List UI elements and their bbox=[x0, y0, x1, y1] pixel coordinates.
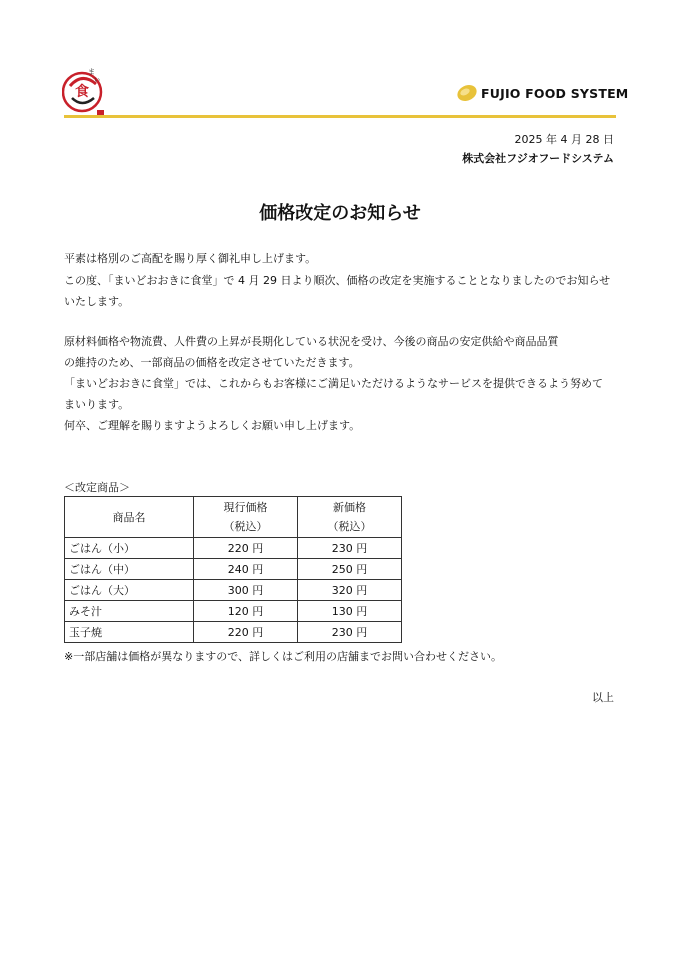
table-row bbox=[65, 601, 402, 622]
table-row bbox=[65, 559, 402, 580]
new-price: 230 円 bbox=[298, 538, 402, 559]
header-new-price bbox=[298, 497, 402, 538]
product-name: ごはん（大） bbox=[65, 580, 194, 601]
new-price: 230 円 bbox=[298, 622, 402, 643]
new-price: 320 円 bbox=[298, 580, 402, 601]
table-row bbox=[65, 580, 402, 601]
current-price: 220 円 bbox=[194, 622, 298, 643]
company-name: 株式会社フジオフードシステム bbox=[462, 152, 614, 165]
header-product-name-label: 商品名 bbox=[112, 510, 146, 524]
body-line-5: の維持のため、一部商品の価格を改定させていただきます。 bbox=[64, 356, 360, 369]
current-price: 300 円 bbox=[194, 580, 298, 601]
current-price: 120 円 bbox=[194, 601, 298, 622]
body-line-3: いたします。 bbox=[64, 295, 130, 308]
body-line-1: 平素は格別のご高配を賜り厚く御礼申し上げます。 bbox=[64, 252, 317, 265]
header-current-line1: 現行価格 bbox=[223, 501, 268, 514]
product-name: 玉子焼 bbox=[65, 622, 194, 643]
body-line-7: まいります。 bbox=[64, 398, 130, 411]
body-line-2: この度、「まいどおおきに食堂」で 4 月 29 日より順次、価格の改定を実施することとなりましたのでお知らせ bbox=[64, 274, 611, 287]
header-product-name bbox=[65, 497, 194, 538]
table-row bbox=[65, 622, 402, 643]
header-divider bbox=[64, 115, 616, 118]
closing-mark: 以上 bbox=[592, 691, 614, 704]
body-line-4: 原材料価格や物流費、人件費の上昇が長期化している状況を受け、今後の商品の安定供給や商品品質 bbox=[64, 335, 559, 348]
header-current-price bbox=[194, 497, 298, 538]
grain-icon bbox=[456, 84, 478, 102]
product-name: ごはん（中） bbox=[65, 559, 194, 580]
header-current-line2: （税込） bbox=[223, 520, 268, 533]
product-name: ごはん（小） bbox=[65, 538, 194, 559]
svg-text:食: 食 bbox=[75, 84, 89, 100]
brand-name: FUJIO FOOD SYSTEM bbox=[481, 85, 629, 101]
body-line-8: 何卒、ご理解を賜りますようよろしくお願い申し上げます。 bbox=[64, 419, 361, 432]
issue-date: 2025 年 4 月 28 日 bbox=[514, 133, 614, 146]
restaurant-logo bbox=[62, 62, 110, 120]
new-price: 250 円 bbox=[298, 559, 402, 580]
header-new-line1: 新価格 bbox=[333, 501, 366, 514]
fujio-food-system-logo bbox=[456, 84, 628, 102]
current-price: 240 円 bbox=[194, 559, 298, 580]
body-line-6: 「まいどおおきに食堂」では、これからもお客様にご満足いただけるようなサービスを提供できるよう努めて bbox=[64, 377, 603, 390]
footnote: ※一部店舗は価格が異なりますので、詳しくはご利用の店舗までお問い合わせください。 bbox=[64, 650, 502, 663]
new-price: 130 円 bbox=[298, 601, 402, 622]
table-header-row bbox=[65, 497, 402, 538]
svg-text:ま: ま bbox=[88, 68, 95, 76]
price-table bbox=[64, 496, 402, 643]
current-price: 220 円 bbox=[194, 538, 298, 559]
page-title: 価格改定のお知らせ bbox=[259, 203, 421, 224]
svg-text:い: い bbox=[94, 77, 101, 84]
header-new-line2: （税込） bbox=[327, 520, 372, 533]
table-row bbox=[65, 538, 402, 559]
section-label: ＜改定商品＞ bbox=[64, 481, 130, 494]
product-name: みそ汁 bbox=[65, 601, 194, 622]
